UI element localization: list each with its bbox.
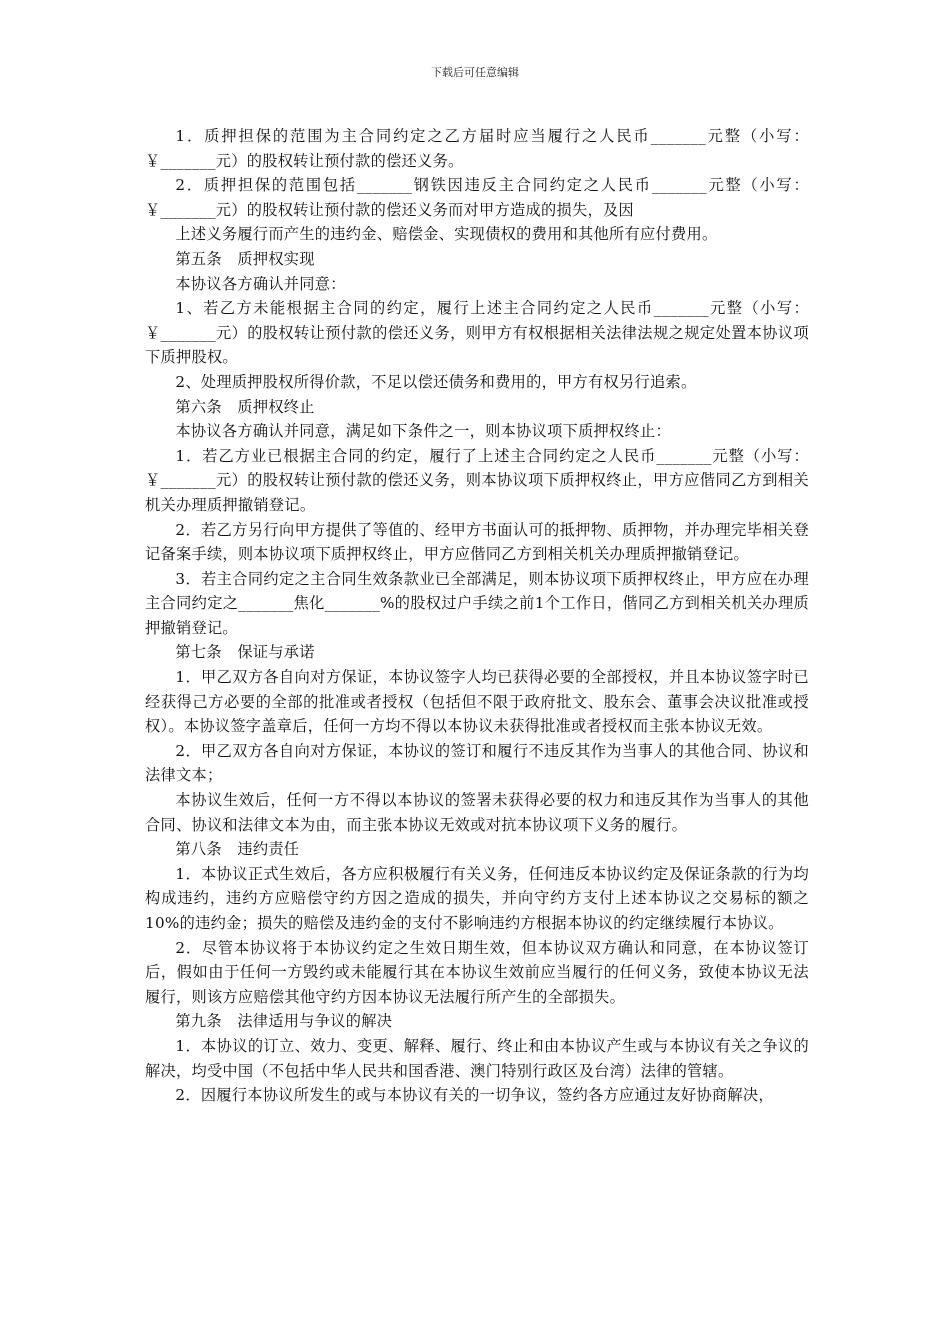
clause-5-intro: 本协议各方确认并同意： bbox=[175, 274, 346, 293]
clause-8-heading: 第八条 违约责任 bbox=[175, 840, 300, 859]
clause-4-item-2-cont: 上述义务履行而产生的违约金、赔偿金、实现债权的费用和其他所有应付费用。 bbox=[175, 225, 718, 244]
clause-9-heading: 第九条 法律适用与争议的解决 bbox=[175, 1012, 393, 1031]
clause-4-item-1: 1．质押担保的范围为主合同约定之乙方届时应当履行之人民币_______元整（小写：￥_______元）的股权转让预付款的偿还义务。 bbox=[145, 127, 809, 170]
clause-8-item-2: 2．尽管本协议将于本协议约定之生效日期生效，但本协议双方确认和同意，在本协议签订后，假如由于任何一方毁约或未能履行其在本协议生效前应当履行的任何义务，致使本协议无法履行，则该方应赔偿其他守约方因本协议无法履行所产生的全部损失。 bbox=[145, 938, 809, 1006]
clause-5-item-2: 2、处理质押股权所得价款，不足以偿还债务和费用的，甲方有权另行追索。 bbox=[175, 372, 697, 391]
clause-7-note: 本协议生效后，任何一方不得以本协议的签署未获得必要的权力和违反其作为当事人的其他合同、协议和法律文本为由，而主张本协议无效或对抗本协议项下义务的履行。 bbox=[145, 791, 809, 834]
clause-9-item-2: 2．因履行本协议所发生的或与本协议有关的一切争议，签约各方应通过友好协商解决， bbox=[175, 1086, 774, 1105]
clause-7-item-1: 1．甲乙双方各自向对方保证，本协议签字人均已获得必要的全部授权，并且本协议签字时已经获得己方必要的全部的批准或者授权（包括但不限于政府批文、股东会、董事会决议批准或授权）。本协议签字盖章后，任何一方均不得以本协议未获得批准或者授权而主张本协议无效。 bbox=[145, 668, 809, 736]
clause-5-heading: 第五条 质押权实现 bbox=[175, 249, 315, 268]
page-header: 下载后可任意编辑 bbox=[431, 66, 519, 79]
clause-4-item-2: 2．质押担保的范围包括_______钢铁因违反主合同约定之人民币_______元整（小写：￥_______元）的股权转让预付款的偿还义务而对甲方造成的损失，及因 bbox=[145, 176, 809, 219]
clause-7-heading: 第七条 保证与承诺 bbox=[175, 643, 315, 662]
clause-8-item-1: 1．本协议正式生效后，各方应积极履行有关义务，任何违反本协议约定及保证条款的行为均构成违约，违约方应赔偿守约方因之造成的损失，并向守约方支付上述本协议之交易标的额之10%的违约金；损失的赔偿及违约金的支付不影响违约方根据本协议的约定继续履行本协议。 bbox=[145, 864, 809, 932]
clause-5-item-1: 1、若乙方未能根据主合同的约定，履行上述主合同约定之人民币_______元整（小写：￥_______元）的股权转让预付款的偿还义务，则甲方有权根据相关法律法规之规定处置本协议项下质押股权。 bbox=[145, 299, 809, 367]
clause-6-heading: 第六条 质押权终止 bbox=[175, 397, 315, 416]
clause-6-intro: 本协议各方确认并同意，满足如下条件之一，则本协议项下质押权终止： bbox=[175, 422, 671, 441]
document-body bbox=[145, 124, 809, 1108]
clause-9-item-1: 1．本协议的订立、效力、变更、解释、履行、终止和由本协议产生或与本协议有关之争议的解决，均受中国（不包括中华人民共和国香港、澳门特别行政区及台湾）法律的管辖。 bbox=[145, 1036, 809, 1080]
clause-6-item-2: 2．若乙方另行向甲方提供了等值的、经甲方书面认可的抵押物、质押物，并办理完毕相关登记备案手续，则本协议项下质押权终止，甲方应偕同乙方到相关机关办理质押撤销登记。 bbox=[145, 520, 809, 564]
clause-6-item-3: 3．若主合同约定之主合同生效条款业已全部满足，则本协议项下质押权终止，甲方应在办理主合同约定之_______焦化_______%的股权过户手续之前1个工作日，偕同乙方到相关机关办理质押撤销登记。 bbox=[145, 569, 809, 637]
clause-6-item-1: 1．若乙方业已根据主合同的约定，履行了上述主合同约定之人民币_______元整（小写：￥_______元）的股权转让预付款的偿还义务，则本协议项下质押权终止，甲方应偕同乙方到相关机关办理质押撤销登记。 bbox=[145, 446, 809, 514]
clause-7-item-2: 2．甲乙双方各自向对方保证，本协议的签订和履行不违反其作为当事人的其他合同、协议和法律文本； bbox=[145, 741, 809, 785]
